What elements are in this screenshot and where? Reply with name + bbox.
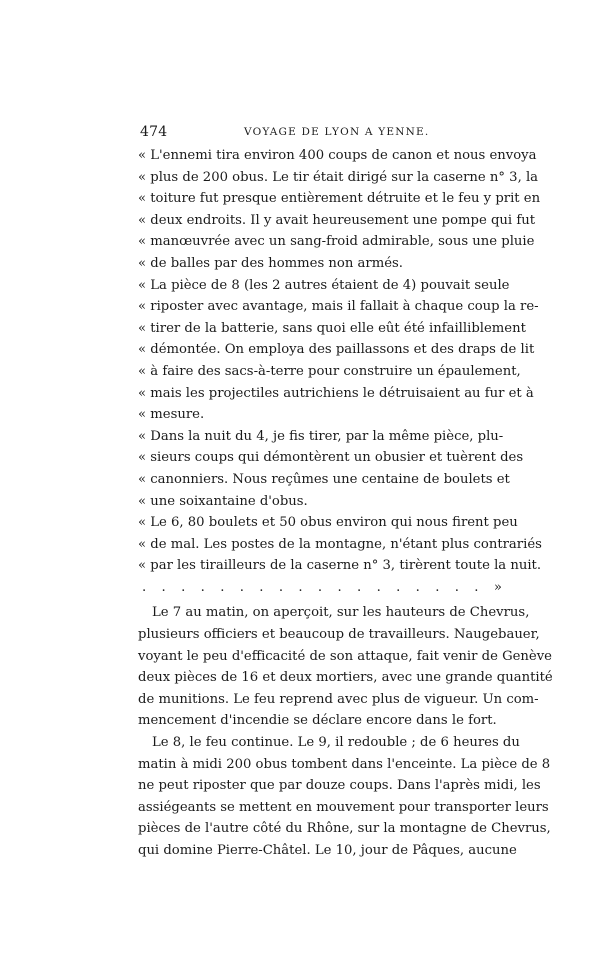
quote-line: « plus de 200 obus. Le tir était dirigé sur la caserne n° 3, la — [138, 169, 539, 185]
ellipsis-dot: . — [259, 579, 264, 595]
ellipsis-dot: . — [142, 579, 147, 595]
quote-line: « sieurs coups qui démontèrent un obusier et tuèrent des — [138, 450, 524, 466]
ellipsis-dot: . — [376, 579, 381, 595]
quoted-report — [138, 145, 542, 577]
narrative-line: deux pièces de 16 et deux mortiers, avec une grande quantité — [138, 670, 553, 686]
quote-line: « mais les projectiles autrichiens le détruisaient au fur et à — [138, 385, 534, 401]
quote-line: « tirer de la batterie, sans quoi elle eût été infailliblement — [138, 320, 526, 336]
narrative-line: de munitions. Le feu reprend avec plus de vigueur. Un com- — [138, 691, 539, 707]
closing-quote: » — [493, 579, 502, 595]
quote-line: « La pièce de 8 (les 2 autres étaient de 4) pouvait seule — [138, 277, 510, 293]
quote-line: « Dans la nuit du 4, je fis tirer, par la même pièce, plu- — [138, 428, 504, 444]
quote-line: « Le 6, 80 boulets et 50 obus environ qui nous firent peu — [138, 515, 518, 531]
narrative-text — [138, 602, 553, 861]
quote-line: « démontée. On employa des paillassons et des draps de lit — [138, 342, 535, 358]
ellipsis-dot: . — [317, 579, 323, 595]
ellipsis-dot: . — [298, 579, 303, 595]
ellipsis-dot: . — [435, 579, 440, 595]
ellipsis-dot: . — [337, 579, 342, 595]
narrative-line: ne peut riposter que par douze coups. Dans l'après midi, les — [138, 778, 541, 794]
narrative-line: voyant le peu d'efficacité de son attaque, fait venir de Genève — [138, 648, 552, 664]
quote-line: « riposter avec avantage, mais il fallait à chaque coup la re- — [138, 299, 539, 315]
ellipsis-dot: . — [161, 579, 166, 595]
quote-line: « par les tirailleurs de la caserne n° 3, tirèrent toute la nuit. — [138, 558, 542, 574]
ellipsis-dot: . — [474, 579, 479, 595]
quote-line: « de mal. Les postes de la montagne, n'étant plus contrariés — [138, 536, 542, 552]
quote-line: « deux endroits. Il y avait heureusement une pompe qui fut — [138, 212, 536, 228]
ellipsis-dot: . — [239, 579, 244, 595]
quote-line: « à faire des sacs-à-terre pour construire un épaulement, — [138, 363, 521, 379]
narrative-line: pièces de l'autre côté du Rhône, sur la montagne de Chevrus, — [138, 821, 551, 837]
ellipsis-dot: . — [415, 579, 420, 595]
ellipsis-dot: . — [278, 579, 284, 595]
quote-line: « de balles par des hommes non armés. — [138, 255, 403, 271]
quote-line: « canonniers. Nous reçûmes une centaine de boulets et — [138, 471, 510, 487]
quote-line: « toiture fut presque entièrement détruite et le feu y prit en — [138, 191, 541, 207]
narrative-line: assiégeants se mettent en mouvement pour transporter leurs — [138, 799, 549, 815]
ellipsis-dot: . — [357, 579, 362, 595]
narrative-line: Le 8, le feu continue. Le 9, il redouble ; de 6 heures du — [152, 735, 520, 751]
ellipsis-dot: . — [396, 579, 401, 595]
ellipsis-dot: . — [200, 579, 205, 595]
page-number: 474 — [140, 124, 168, 140]
narrative-line: matin à midi 200 obus tombent dans l'enceinte. La pièce de 8 — [138, 756, 551, 772]
narrative-line: plusieurs officiers et beaucoup de travailleurs. Naugebauer, — [138, 627, 540, 643]
narrative-line: Le 7 au matin, on aperçoit, sur les hauteurs de Chevrus, — [152, 605, 530, 621]
quote-line: « L'ennemi tira environ 400 coups de canon et nous envoya — [138, 148, 537, 163]
running-title: VOYAGE DE LYON A YENNE. — [244, 126, 430, 138]
body-text — [138, 145, 553, 862]
narrative-line: mencement d'incendie se déclare encore dans le fort. — [138, 713, 497, 729]
ellipsis-dot: . — [220, 579, 225, 595]
ellipsis-dot: . — [454, 579, 459, 595]
quote-line: « une soixantaine d'obus. — [138, 493, 308, 509]
narrative-line: qui domine Pierre-Châtel. Le 10, jour de Pâques, aucune — [138, 843, 517, 858]
quote-line: « mesure. — [138, 407, 205, 423]
page-header — [140, 124, 502, 144]
ellipsis-line — [138, 577, 502, 599]
ellipsis-dot: . — [181, 579, 186, 595]
quote-line: « manœuvrée avec un sang-froid admirable, sous une pluie — [138, 234, 535, 250]
